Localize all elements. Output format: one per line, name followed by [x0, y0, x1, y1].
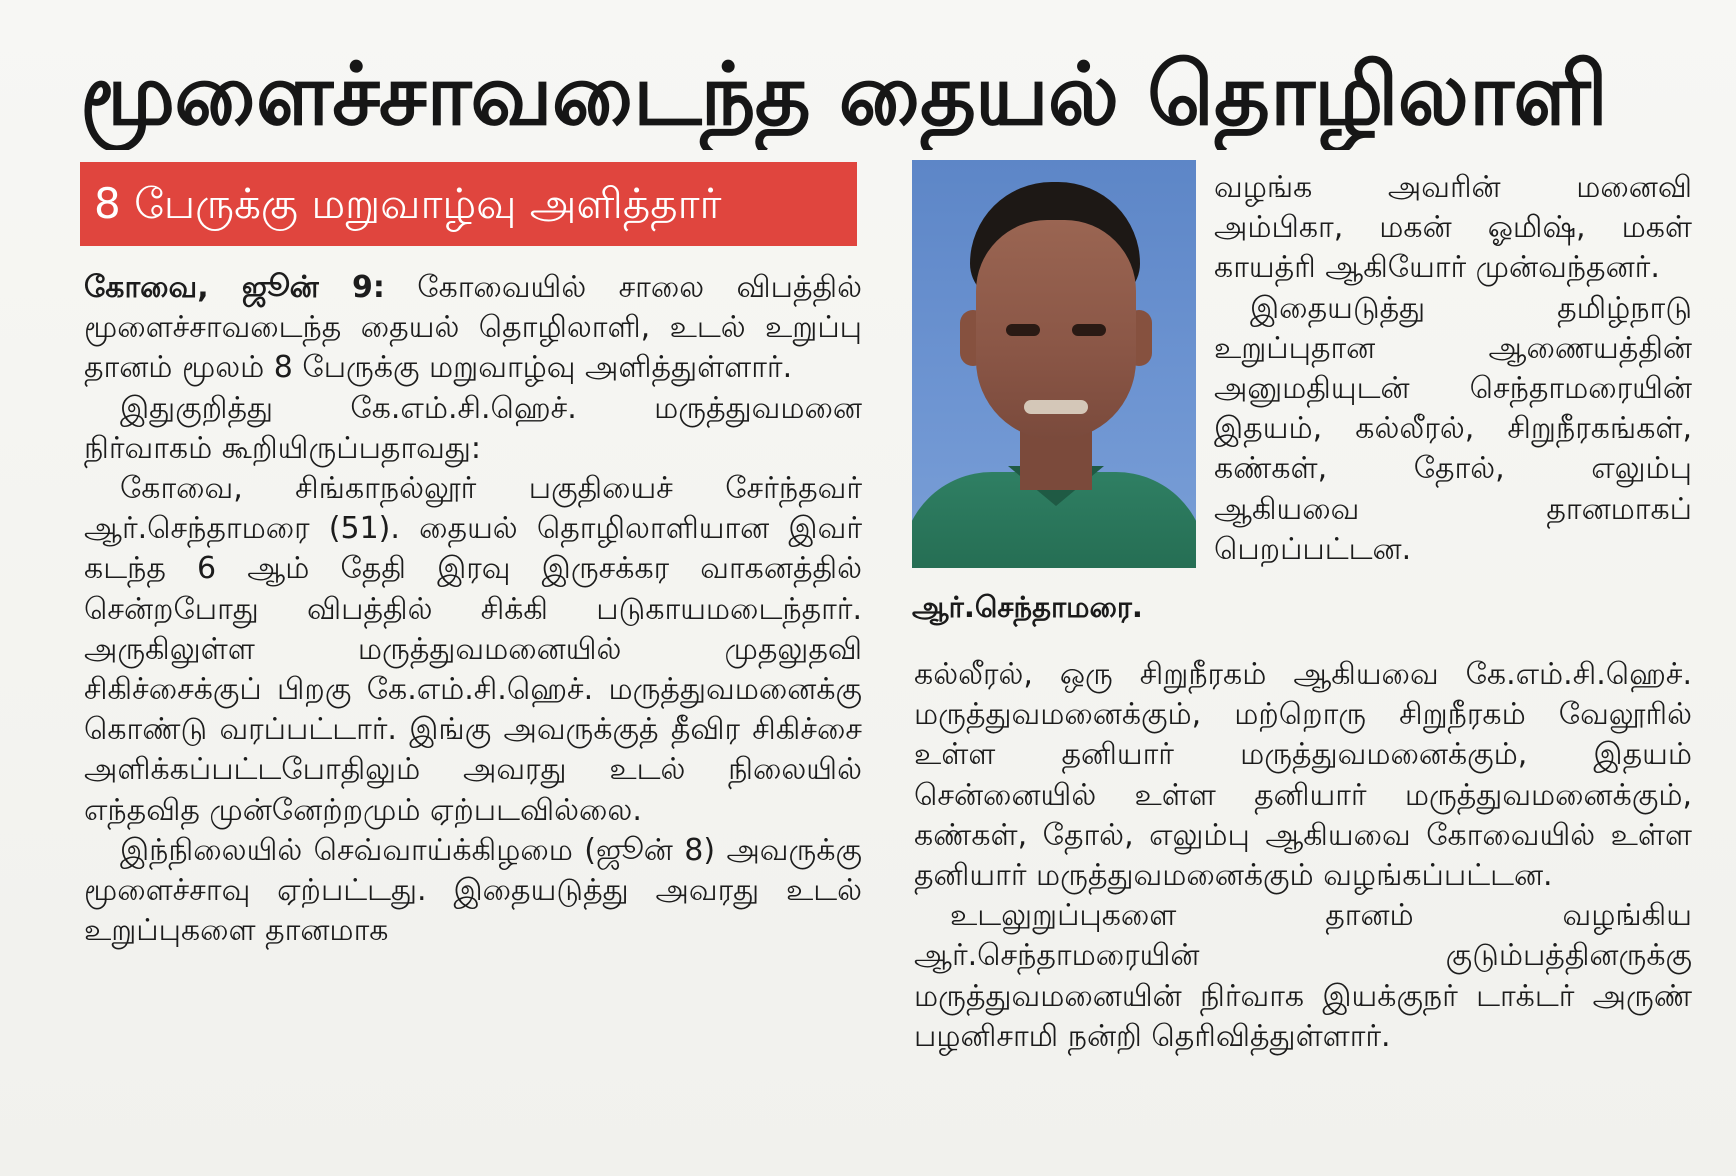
photo-eye-right — [1072, 324, 1106, 336]
photo-eye-left — [1006, 324, 1040, 336]
paragraph-3: கோவை, சிங்காநல்லூர் பகுதியைச் சேர்ந்தவர் ஆர்.செந்தாமரை (51). தையல் தொழிலாளியான இவர் கடந்த 6 ஆம் தேதி இரவு இருசக்கர வாகனத்தில் சென்றபோது விபத்தில் சிக்கி படுகாயமடைந்தார். அருகிலுள்ள மருத்துவமனையில் முதலுதவி சிகிச்சைக்குப் பிறகு கே.எம்.சி.ஹெச். மருத்துவமனைக்கு கொண்டு வரப்பட்டார். இங்கு அவருக்குத் தீவிர சிகிச்சை அளிக்கப்பட்டபோதிலும் அவரது உடல் நிலையில் எந்தவித முன்னேற்றமும் ஏற்படவில்லை. — [84, 471, 862, 828]
paragraph-8: உடலுறுப்புகளை தானம் வழங்கிய ஆர்.செந்தாமரையின் குடும்பத்தினருக்கு மருத்துவமனையின் நிர்வாக இயக்குநர் டாக்டர் அருண் பழனிசாமி நன்றி தெரிவித்துள்ளார். — [914, 898, 1692, 1054]
paragraph-5: வழங்க அவரின் மனைவி அம்பிகா, மகன் ஓமிஷ், மகள் காயத்ரி ஆகியோர் முன்வந்தனர். — [1214, 170, 1692, 286]
photo-mouth — [1024, 400, 1088, 414]
paragraph-4: இந்நிலையில் செவ்வாய்க்கிழமை (ஜூன் 8) அவருக்கு மூளைச்சாவு ஏற்பட்டது. இதையடுத்து அவரது உடல் உறுப்புகளை தானமாக — [84, 832, 862, 949]
paragraph-2: இதுகுறித்து கே.எம்.சி.ஹெச். மருத்துவமனை நிர்வாகம் கூறியிருப்பதாவது: — [84, 390, 862, 466]
paragraph-1-text: கோவையில் சாலை விபத்தில் மூளைச்சாவடைந்த தையல் தொழிலாளி, உடல் உறுப்பு தானம் மூலம் 8 பேருக்கு மறுவாழ்வு அளித்துள்ளார். — [84, 270, 862, 386]
article-column-2 — [1214, 168, 1692, 648]
paragraph-7: கல்லீரல், ஒரு சிறுநீரகம் ஆகியவை கே.எம்.சி.ஹெச். மருத்துவமனைக்கும், மற்றொரு சிறுநீரகம் வேலூரில் உள்ள தனியார் மருத்துவமனைக்கும், இதயம் சென்னையில் உள்ள தனியார் மருத்துவமனைக்கும், கண்கள், தோல், எலும்பு ஆகியவை கோவையில் உள்ள தனியார் மருத்துவமனைக்கும் வழங்கப்பட்டன. — [914, 657, 1692, 894]
photo-caption: ஆர்.செந்தாமரை. — [912, 590, 1143, 624]
portrait-photo — [912, 160, 1196, 568]
article-column-1 — [84, 268, 862, 1148]
headline: மூளைச்சாவடைந்த தையல் தொழிலாளி — [80, 45, 1608, 145]
article-column-3 — [914, 655, 1692, 1135]
dateline: கோவை, ஜூன் 9: — [84, 270, 385, 305]
paragraph-1 — [84, 268, 862, 389]
subheadline-banner: 8 பேருக்கு மறுவாழ்வு அளித்தார் — [80, 162, 857, 246]
paragraph-6: இதையடுத்து தமிழ்நாடு உறுப்புதான ஆணையத்தின் அனுமதியுடன் செந்தாமரையின் இதயம், கல்லீரல், சிறுநீரகங்கள், கண்கள், தோல், எலும்பு ஆகியவை தானமாகப் பெறப்பட்டன. — [1214, 290, 1692, 567]
